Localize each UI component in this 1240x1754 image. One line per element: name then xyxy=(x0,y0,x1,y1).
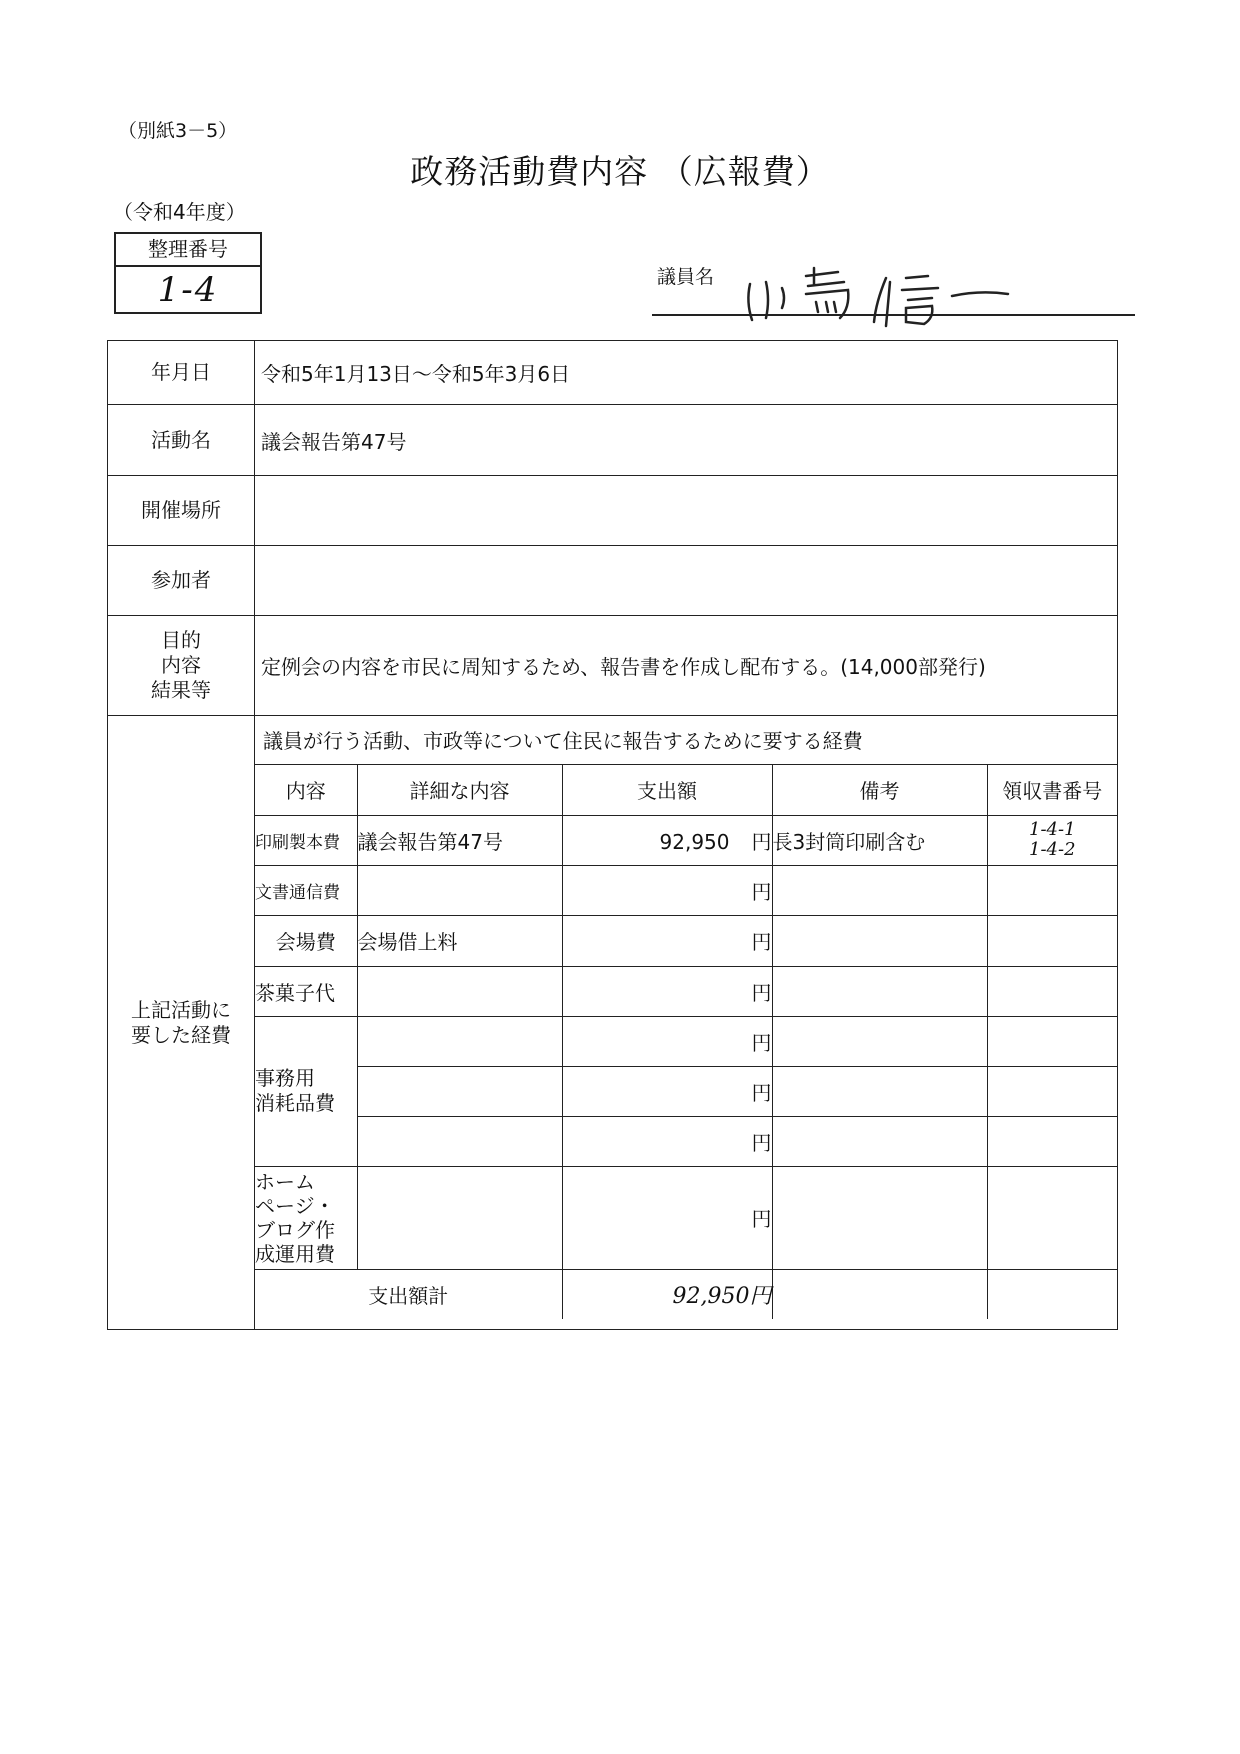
expense-detail: 会場借上料 xyxy=(357,915,562,966)
expense-remarks xyxy=(772,915,987,966)
expense-amount xyxy=(562,865,772,915)
expense-amount: 円 xyxy=(562,1116,772,1166)
column-header: 詳細な内容 xyxy=(357,764,562,815)
expense-remarks xyxy=(772,865,987,915)
expense-remarks xyxy=(772,1016,987,1066)
expense-remarks xyxy=(772,1116,987,1166)
expenses-detail-cell xyxy=(255,716,1118,1330)
receipt-number xyxy=(987,1066,1117,1116)
expense-amount: 円 xyxy=(562,1016,772,1066)
total-remarks xyxy=(772,1269,987,1319)
seiri-number-box xyxy=(114,232,262,314)
column-header: 領収書番号 xyxy=(987,764,1117,815)
column-header: 支出額 xyxy=(562,764,772,815)
venue-row xyxy=(108,476,1118,546)
receipt-number xyxy=(987,1166,1117,1269)
receipt-number xyxy=(987,915,1117,966)
activity-row xyxy=(108,405,1118,476)
table-row xyxy=(255,1066,1117,1116)
expense-detail xyxy=(357,966,562,1016)
receipt-number xyxy=(987,1016,1117,1066)
expense-amount: 円 xyxy=(562,1066,772,1116)
purpose-row xyxy=(108,616,1118,716)
total-receipt xyxy=(987,1269,1117,1319)
participants-row xyxy=(108,546,1118,616)
purpose-label-line: 目的 xyxy=(161,628,201,652)
web-costs-category xyxy=(255,1166,357,1269)
expense-amount xyxy=(562,915,772,966)
expense-remarks xyxy=(772,1066,987,1116)
table-row xyxy=(255,815,1117,865)
yen-unit: 円 xyxy=(751,980,772,1005)
column-header: 備考 xyxy=(772,764,987,815)
expenses-breakdown-table xyxy=(255,716,1117,1319)
purpose-value: 定例会の内容を市民に周知するため、報告書を作成し配布する。(14,000部発行) xyxy=(255,616,1118,716)
yen-unit: 円 xyxy=(751,930,772,954)
venue-label: 開催場所 xyxy=(108,476,255,546)
expense-detail xyxy=(357,865,562,915)
office-supplies-label-line: 事務用 xyxy=(255,1066,315,1090)
expense-category: 茶菓子代 xyxy=(255,966,357,1016)
purpose-label-line: 内容 xyxy=(161,653,201,677)
expense-remarks: 長3封筒印刷含む xyxy=(772,815,987,865)
venue-value xyxy=(255,476,1118,546)
expense-report-table xyxy=(107,340,1118,1330)
table-row xyxy=(255,865,1117,915)
expenses-row xyxy=(108,716,1118,1330)
receipt-number-line: 1-4-2 xyxy=(1029,839,1076,860)
table-row xyxy=(255,1116,1117,1166)
column-header: 内容 xyxy=(255,764,357,815)
expense-detail xyxy=(357,1166,562,1269)
web-costs-label-line: 成運用費 xyxy=(255,1241,335,1266)
expense-category: 印刷製本費 xyxy=(255,815,357,865)
receipt-number xyxy=(987,815,1117,865)
participants-value xyxy=(255,546,1118,616)
date-row xyxy=(108,341,1118,405)
activity-value: 議会報告第47号 xyxy=(255,405,1118,476)
page-title: 政務活動費内容 （広報費） xyxy=(410,152,830,191)
councilor-signature xyxy=(736,262,1016,328)
expense-remarks xyxy=(772,1166,987,1269)
purpose-label xyxy=(108,616,255,716)
expense-amount xyxy=(562,815,772,865)
expense-detail xyxy=(357,1116,562,1166)
table-row xyxy=(255,966,1117,1016)
table-row xyxy=(255,915,1117,966)
councilor-name-underline xyxy=(652,314,1135,316)
web-costs-label-line: ページ・ xyxy=(255,1193,335,1218)
document-reference: （別紙3－5） xyxy=(118,120,238,142)
expense-detail: 議会報告第47号 xyxy=(357,815,562,865)
expenses-label xyxy=(108,716,255,1330)
total-label: 支出額計 xyxy=(255,1269,562,1319)
total-value: 92,950円 xyxy=(562,1269,772,1319)
expense-remarks xyxy=(772,966,987,1016)
expense-amount xyxy=(562,966,772,1016)
date-label: 年月日 xyxy=(108,341,255,405)
expense-category: 会場費 xyxy=(255,915,357,966)
total-row xyxy=(255,1269,1117,1319)
expense-amount: 円 xyxy=(562,1166,772,1269)
councilor-name-label: 議員名 xyxy=(657,266,715,288)
seiri-number-value: 1-4 xyxy=(157,270,219,310)
expenses-label-line: 要した経費 xyxy=(131,1022,231,1047)
expenses-note: 議員が行う活動、市政等について住民に報告するために要する経費 xyxy=(255,716,1117,764)
expenses-label-line: 上記活動に xyxy=(131,997,231,1022)
expenses-note-row xyxy=(255,716,1117,764)
web-costs-label-line: ブログ作 xyxy=(255,1217,335,1242)
column-header-row xyxy=(255,764,1117,815)
yen-unit: 円 xyxy=(751,829,772,854)
web-costs-label-line: ホーム xyxy=(255,1169,315,1194)
activity-label: 活動名 xyxy=(108,405,255,476)
amount-value: 92,950 xyxy=(659,829,730,854)
expense-detail xyxy=(357,1016,562,1066)
receipt-number xyxy=(987,1116,1117,1166)
yen-unit: 円 xyxy=(751,879,772,904)
fiscal-year: （令和4年度） xyxy=(113,200,246,224)
receipt-number xyxy=(987,865,1117,915)
table-row xyxy=(255,1016,1117,1066)
purpose-label-line: 結果等 xyxy=(151,678,211,702)
participants-label: 参加者 xyxy=(108,546,255,616)
receipt-number xyxy=(987,966,1117,1016)
expense-detail xyxy=(357,1066,562,1116)
office-supplies-label-line: 消耗品費 xyxy=(255,1091,335,1115)
date-value: 令和5年1月13日～令和5年3月6日 xyxy=(255,341,1118,405)
table-row xyxy=(255,1166,1117,1269)
receipt-number-line: 1-4-1 xyxy=(1029,819,1076,840)
office-supplies-category xyxy=(255,1016,357,1166)
expense-category: 文書通信費 xyxy=(255,865,357,915)
seiri-number-label: 整理番号 xyxy=(116,234,260,267)
